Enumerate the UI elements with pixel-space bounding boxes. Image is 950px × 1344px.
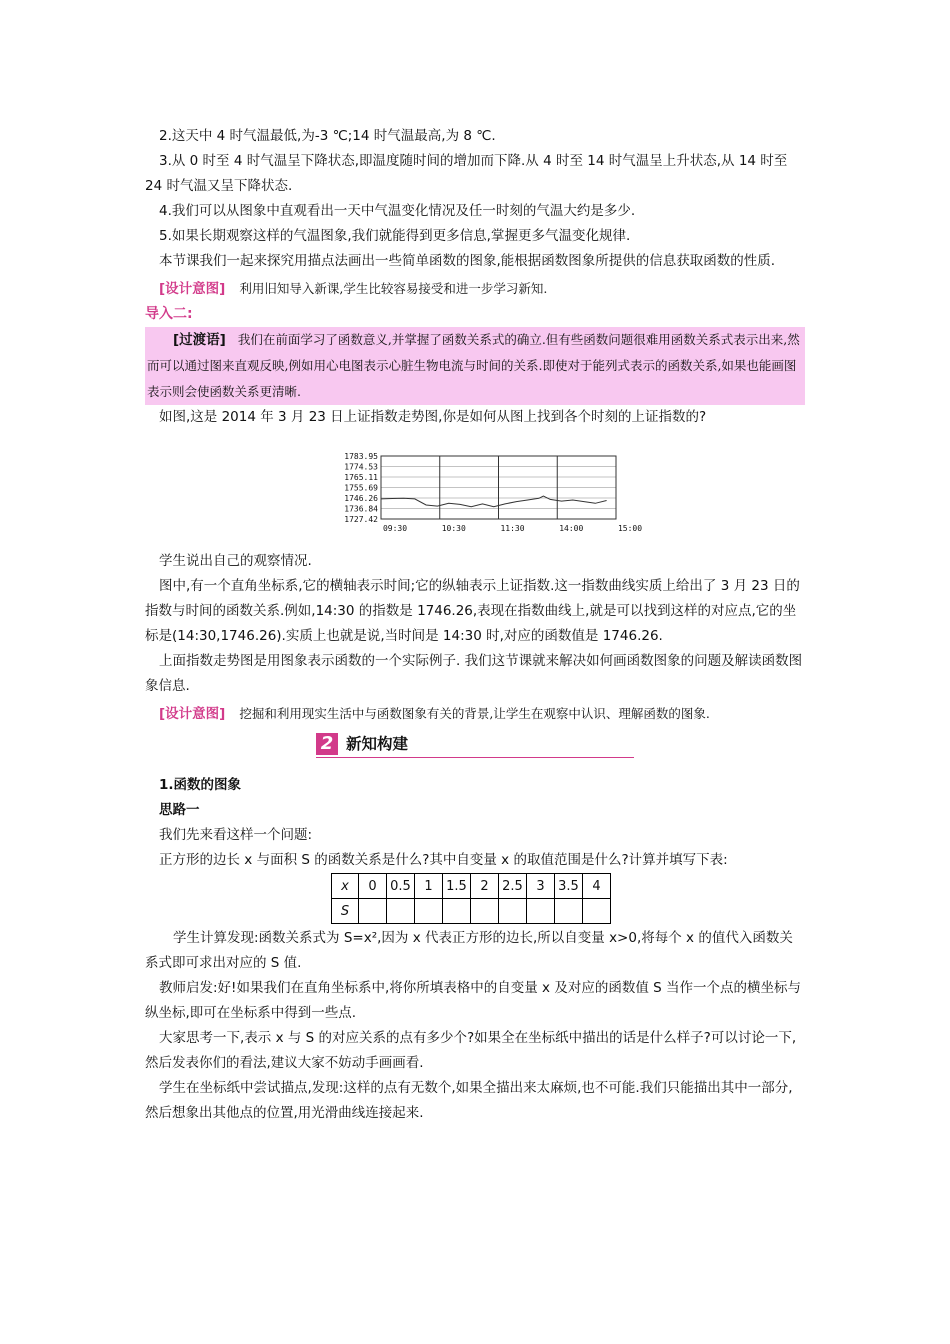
index-series-line — [381, 496, 607, 507]
table-cell-empty — [499, 899, 527, 924]
design-note-text: 挖掘和利用现实生活中与函数图象有关的背景,让学生在观察中认识、理解函数的图象. — [239, 706, 710, 721]
y-tick-label: 1727.42 — [344, 515, 378, 524]
paragraph: 上面指数走势图是用图象表示函数的一个实际例子. 我们这节课就来解决如何画函数图象的问题及解读函数图象信息. — [145, 653, 803, 694]
table-cell: 2 — [471, 874, 499, 899]
table-cell-empty — [415, 899, 443, 924]
chart-question: 如图,这是 2014 年 3 月 23 日上证指数走势图,你是如何从图上找到各个时刻的上证指数的? — [159, 409, 707, 425]
y-tick-label: 1765.11 — [344, 473, 378, 482]
x-tick-label: 09:30 — [382, 524, 408, 533]
transition-tag: [过渡语] — [173, 332, 226, 348]
table-cell-empty — [471, 899, 499, 924]
table-cell-empty — [527, 899, 555, 924]
index-chart — [333, 452, 643, 542]
design-note-tag: [设计意图] — [159, 281, 226, 297]
x-tick-label: 15:00 — [617, 524, 643, 533]
paragraph: 2.这天中 4 时气温最低,为-3 ℃;14 时气温最高,为 8 ℃. — [159, 128, 496, 144]
table-row-x — [332, 874, 611, 899]
table-cell: 1 — [415, 874, 443, 899]
after-table-block — [145, 926, 805, 1126]
paragraph: 教师启发:好!如果我们在直角坐标系中,将你所填表格中的自变量 x 及对应的函数值 S 当作一个点的横坐标与纵坐标,即可在坐标系中得到一些点. — [145, 980, 801, 1021]
table-header-s: S — [332, 899, 359, 924]
section-title: 新知构建 — [346, 735, 409, 753]
paragraph: 本节课我们一起来探究用描点法画出一些简单函数的图象,能根据函数图象所提供的信息获取函数的性质. — [159, 253, 776, 269]
table-cell-empty — [555, 899, 583, 924]
paragraph: 3.从 0 时至 4 时气温呈下降状态,即温度随时间的增加而下降.从 4 时至 14 时气温呈上升状态,从 14 时至 24 时气温又呈下降状态. — [145, 153, 788, 194]
paragraph: 我们先来看这样一个问题: — [159, 827, 313, 843]
paragraph: 学生计算发现:函数关系式为 S=x²,因为 x 代表正方形的边长,所以自变量 x>0,将每个 x 的值代入函数关系式即可求出对应的 S 值. — [145, 930, 793, 971]
table-cell-empty — [387, 899, 415, 924]
new-knowledge-block — [145, 773, 805, 873]
design-note-tag: [设计意图] — [159, 706, 226, 722]
transition-text: 我们在前面学习了函数意义,并掌握了函数关系式的确立.但有些函数问题很难用函数关系式表示出来,然而可以通过图来直观反映,例如用心电图表示心脏生物电流与时间的关系.即使对于能列式表示的函数关系,如果也能画图表示则会使函数关系更清晰. — [147, 332, 800, 399]
table-cell-empty — [583, 899, 611, 924]
section-banner — [316, 733, 634, 758]
table-cell-empty — [359, 899, 387, 924]
paragraph: 学生说出自己的观察情况. — [159, 553, 312, 569]
paragraph: 正方形的边长 x 与面积 S 的函数关系是什么?其中自变量 x 的取值范围是什么?计算并填写下表: — [159, 852, 728, 868]
design-note — [145, 701, 805, 727]
sub-heading: 1.函数的图象 — [159, 777, 242, 793]
y-tick-label: 1746.26 — [344, 494, 378, 503]
x-tick-label: 10:30 — [441, 524, 466, 533]
y-tick-label: 1774.53 — [344, 462, 378, 472]
table-cell: 0.5 — [387, 874, 415, 899]
chart-svg — [333, 452, 643, 542]
section-underline — [316, 757, 634, 758]
section-heading: 导入二: — [145, 306, 193, 322]
table-cell-empty — [443, 899, 471, 924]
value-table — [331, 873, 611, 924]
table-cell: 3.5 — [555, 874, 583, 899]
after-chart-block — [145, 549, 805, 727]
design-note-text: 利用旧知导入新课,学生比较容易接受和进一步学习新知. — [239, 281, 548, 296]
table-cell: 0 — [359, 874, 387, 899]
y-tick-label: 1755.69 — [344, 483, 378, 493]
paragraph: 4.我们可以从图象中直观看出一天中气温变化情况及任一时刻的气温大约是多少. — [159, 203, 636, 219]
table-header-x: x — [332, 874, 359, 899]
design-note — [145, 276, 805, 302]
y-tick-label: 1783.95 — [344, 452, 378, 461]
paragraph: 学生在坐标纸中尝试描点,发现:这样的点有无数个,如果全描出来太麻烦,也不可能.我们只能描出其中一部分,然后想象出其他点的位置,用光滑曲线连接起来. — [145, 1080, 793, 1121]
top-block — [145, 124, 805, 430]
x-tick-label: 11:30 — [500, 524, 525, 533]
section-number: 2 — [316, 733, 338, 755]
paragraph: 5.如果长期观察这样的气温图象,我们就能得到更多信息,掌握更多气温变化规律. — [159, 228, 631, 244]
x-tick-label: 14:00 — [559, 524, 584, 533]
y-tick-label: 1736.84 — [344, 504, 378, 514]
paragraph: 图中,有一个直角坐标系,它的横轴表示时间;它的纵轴表示上证指数.这一指数曲线实质上给出了 3 月 23 日的指数与时间的函数关系.例如,14:30 的指数是 1746.26,表现在指数曲线上,就是可以找到这样的对应点,它的坐标是(14:30,1746.26).实质上也就是说,当时间是 14:30 时,对应的函数值是 1746.26. — [145, 578, 800, 644]
table-cell: 3 — [527, 874, 555, 899]
idea-heading: 思路一 — [159, 802, 200, 818]
table-cell: 4 — [583, 874, 611, 899]
transition-box — [145, 327, 805, 405]
table-cell: 2.5 — [499, 874, 527, 899]
paragraph: 大家思考一下,表示 x 与 S 的对应关系的点有多少个?如果全在坐标纸中描出的话是什么样子?可以讨论一下,然后发表你们的看法,建议大家不妨动手画画看. — [145, 1030, 797, 1071]
table-row-s — [332, 899, 611, 924]
table-cell: 1.5 — [443, 874, 471, 899]
